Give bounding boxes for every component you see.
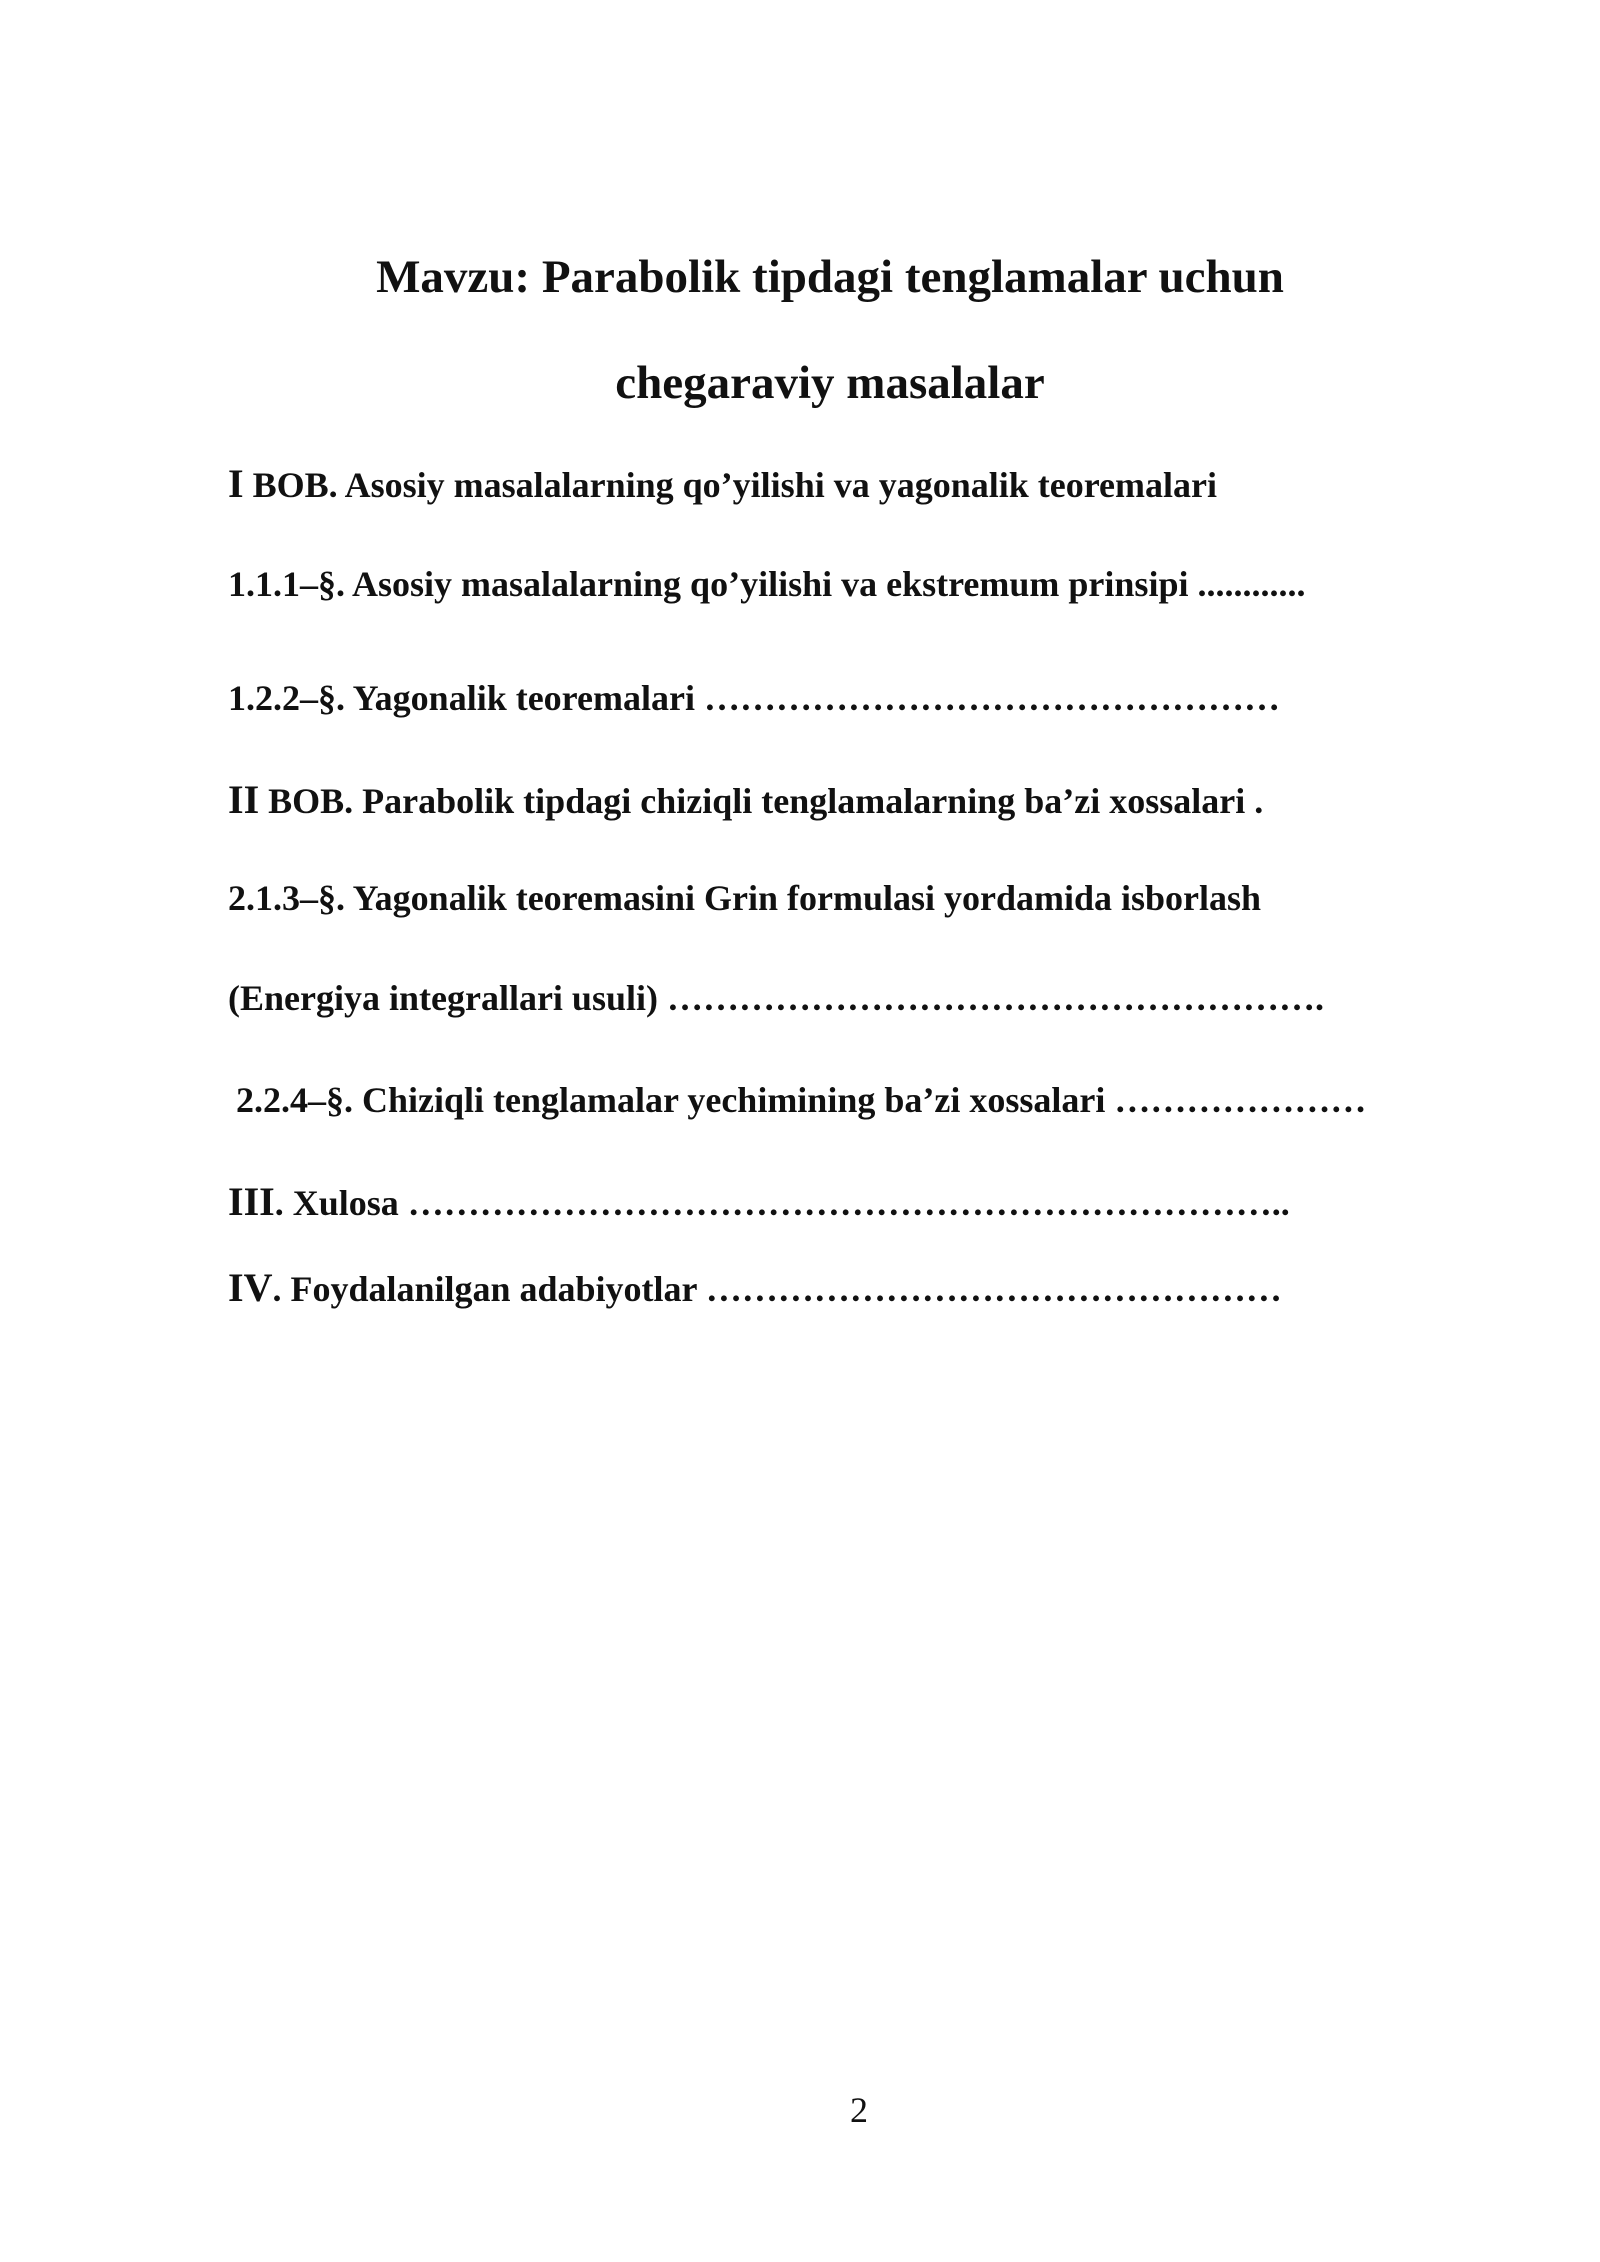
- chapter-1-numeral: I: [228, 461, 244, 506]
- chapter-3-title: . Xulosa ………………………………………………………………..: [274, 1183, 1290, 1223]
- toc-section-1-2-2: 1.2.2–§. Yagonalik teoremalari …………………………………………: [228, 678, 1280, 718]
- page-title-line-2: chegaraviy masalalar: [615, 357, 1045, 409]
- toc-section-2-1-3-line-2: (Energiya integrallari usuli) ……………………………………………….: [228, 978, 1324, 1018]
- chapter-2-title: BOB. Parabolik tipdagi chiziqli tenglamalarning ba’zi xossalari .: [259, 781, 1264, 821]
- page-number: 2: [850, 2090, 868, 2130]
- toc-section-2-2-4: 2.2.4–§. Chiziqli tenglamalar yechimining ba’zi xossalari …………………: [236, 1080, 1367, 1120]
- toc-chapter-1: [228, 461, 1218, 506]
- chapter-3-numeral: III: [228, 1179, 275, 1224]
- chapter-4-title: . Foydalanilgan adabiyotlar …………………………………………: [272, 1269, 1282, 1309]
- chapter-1-title: BOB. Asosiy masalalarning qo’yilishi va yagonalik teoremalari: [243, 465, 1218, 505]
- toc-section-2-1-3-line-1: 2.1.3–§. Yagonalik teoremasini Grin formulasi yordamida isborlash: [228, 878, 1262, 918]
- toc-chapter-4: [228, 1265, 1282, 1310]
- toc-section-1-1-1: 1.1.1–§. Asosiy masalalarning qo’yilishi va ekstremum prinsipi ............: [228, 564, 1306, 604]
- chapter-4-numeral: IV: [228, 1265, 273, 1310]
- chapter-2-numeral: II: [228, 777, 260, 822]
- toc-chapter-2: [228, 777, 1264, 822]
- page-title-line-1: Mavzu: Parabolik tipdagi tenglamalar uchun: [376, 251, 1284, 303]
- toc-chapter-3: [228, 1179, 1290, 1224]
